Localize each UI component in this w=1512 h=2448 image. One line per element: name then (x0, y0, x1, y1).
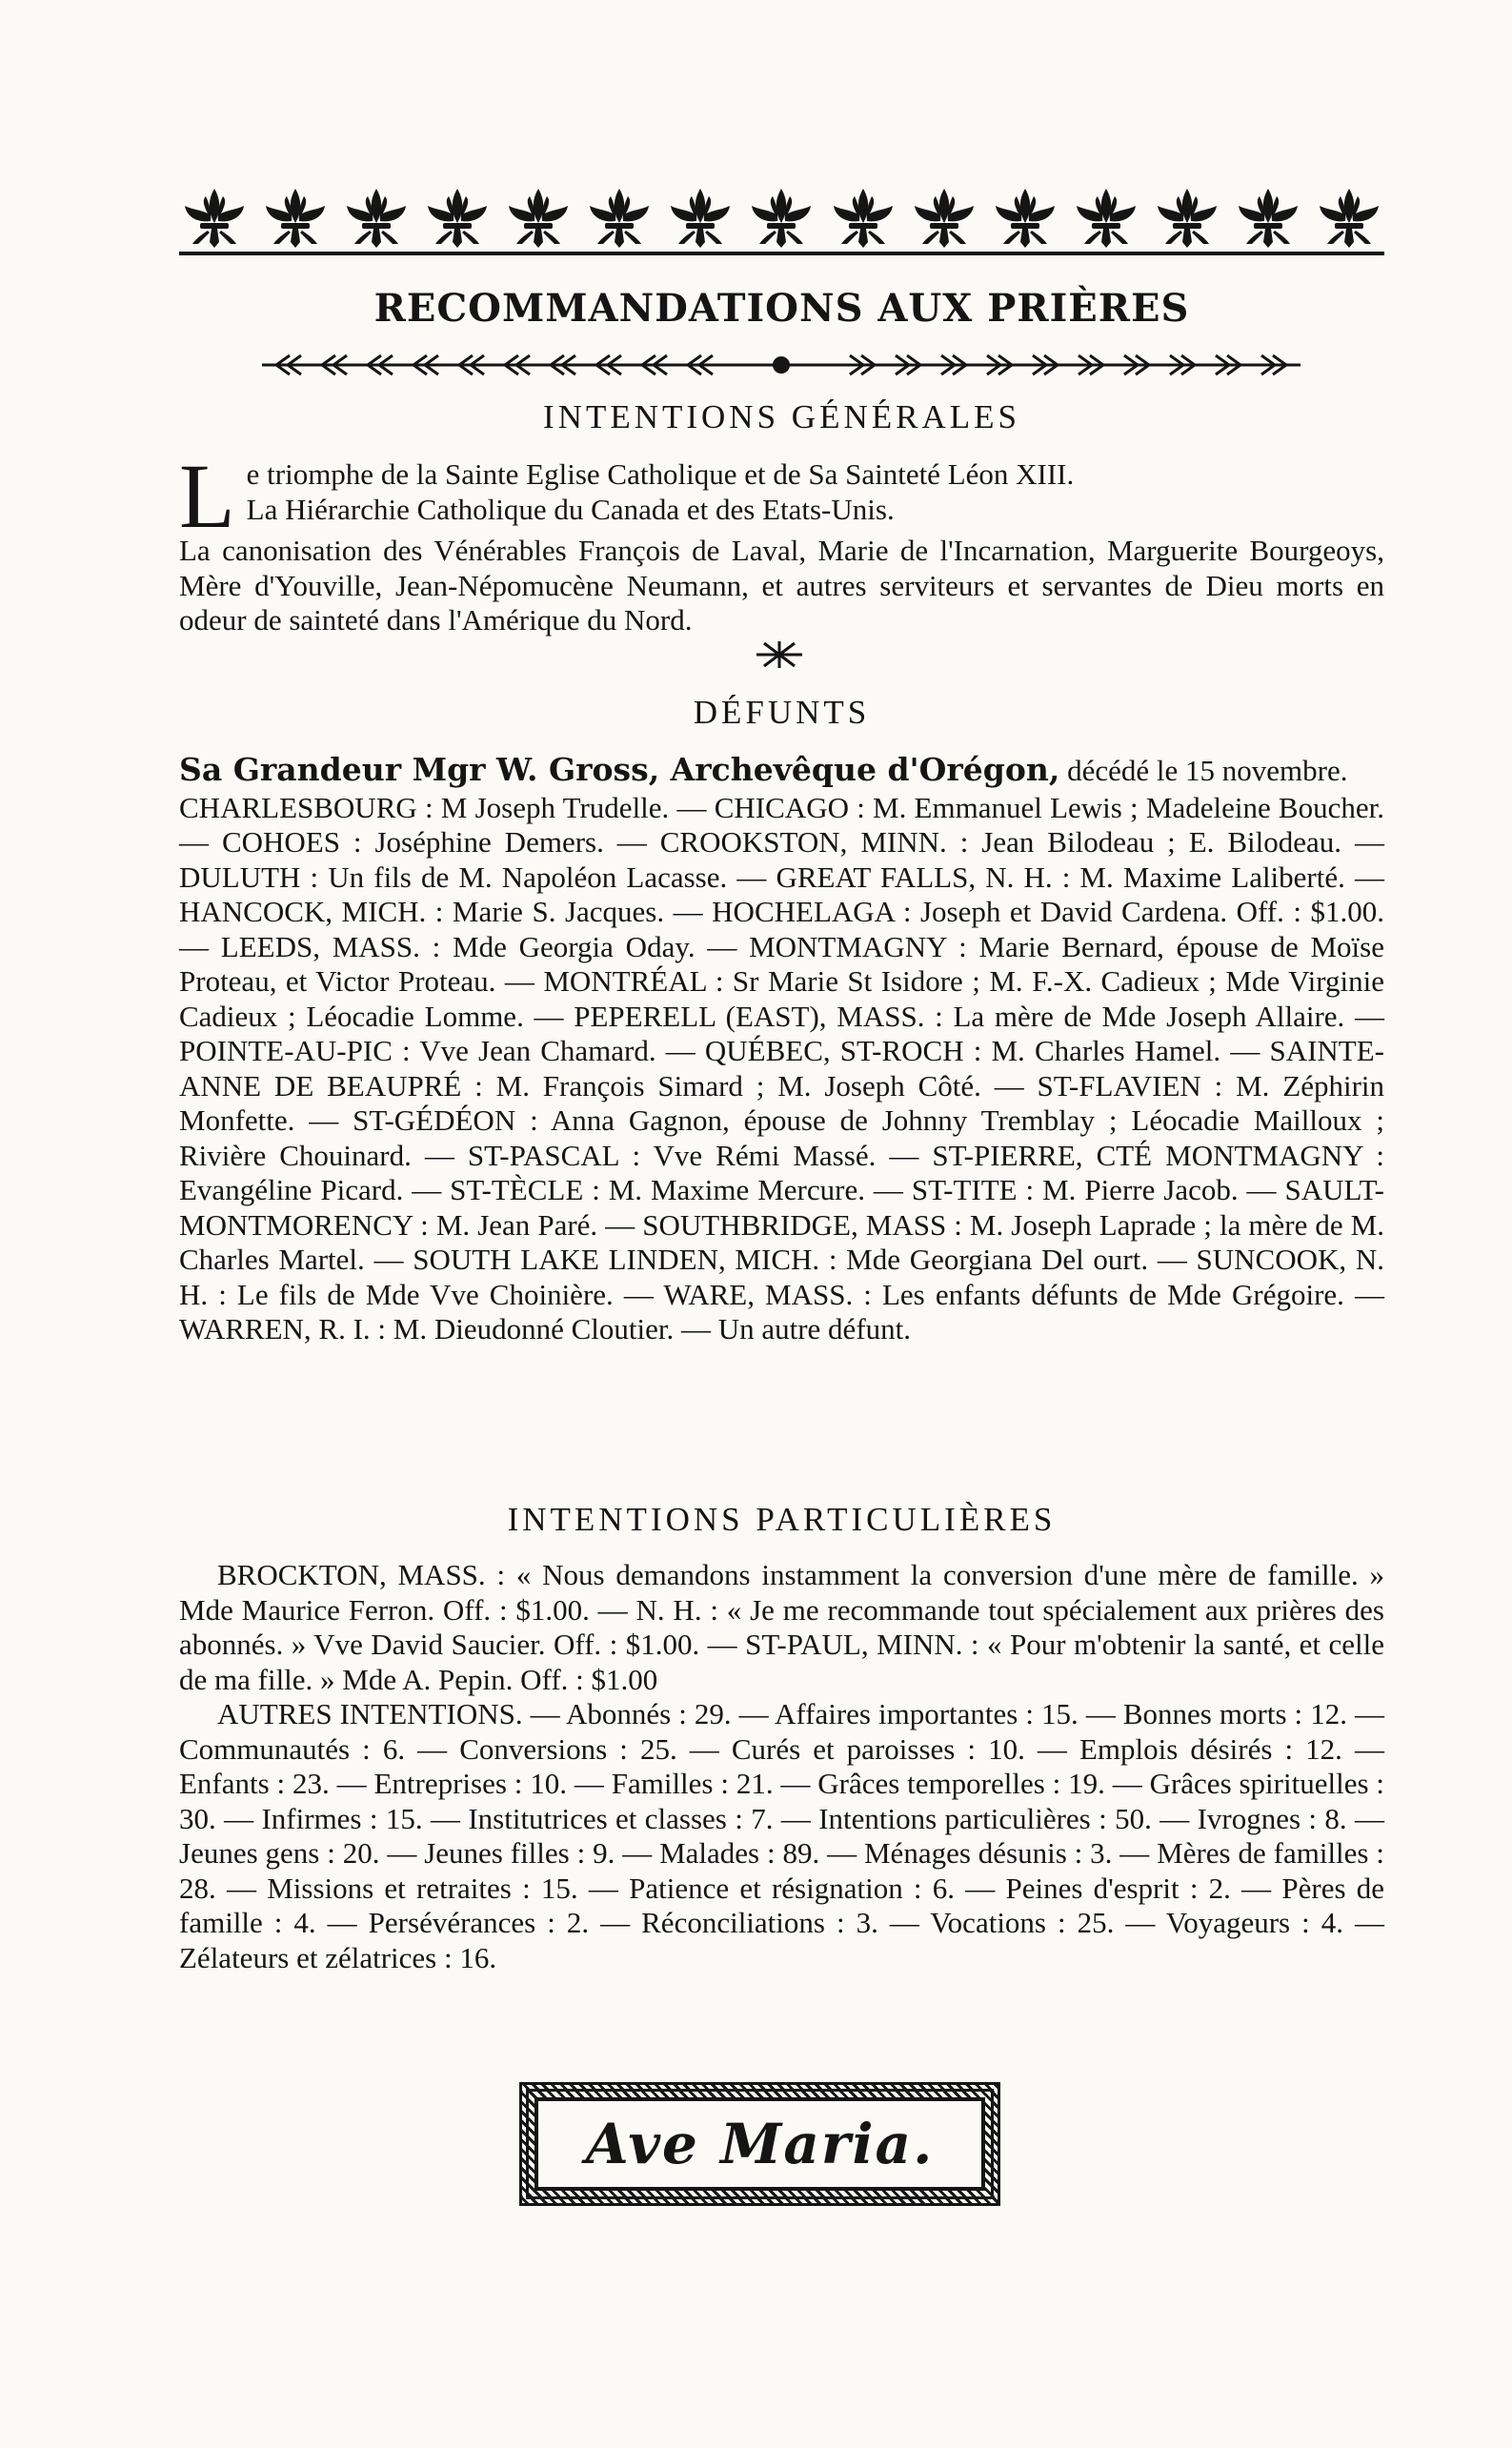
archbishop-date: décédé le 15 novembre. (1067, 754, 1348, 787)
fleur-de-lis-icon (909, 185, 979, 250)
intention-canonisation: La canonisation des Vénérables François de Laval, Marie de l'Incarnation, Marguerite Bourgeoys, Mère d'Youville, Jean-Népomucène Neumann, et autres serviteurs et servantes de Dieu morts en odeur de sainteté dans l'Amérique du Nord. (179, 534, 1384, 637)
archbishop-notice (179, 753, 1384, 789)
ave-maria-frame (534, 2097, 985, 2191)
fleur-de-lis-icon (341, 185, 412, 250)
fleur-de-lis-icon (990, 185, 1060, 250)
fleur-de-lis-icon (422, 185, 493, 250)
intention-pope: e triomphe de la Sainte Eglise Catholique et de Sa Sainteté Léon XIII. (246, 457, 1075, 491)
deceased-heading: DÉFUNTS (693, 694, 871, 731)
fleur-de-lis-icon (828, 185, 898, 250)
fleur-de-lis-icon (665, 185, 736, 250)
section-ornament (751, 638, 808, 671)
general-intentions-body (179, 445, 1384, 638)
fleur-de-lis-icon (1233, 185, 1303, 250)
drop-cap: L (179, 445, 235, 547)
ave-maria-text: Ave Maria. (585, 2112, 935, 2176)
archbishop-name: Sa Grandeur Mgr W. Gross, Archevêque d'Orégon, (179, 751, 1060, 788)
particular-intentions-body (179, 1558, 1384, 1975)
particular-intentions-heading: INTENTIONS PARTICULIÈRES (507, 1501, 1057, 1538)
ave-maria-ornament (519, 2082, 1000, 2206)
general-intentions-heading: INTENTIONS GÉNÉRALES (543, 398, 1020, 435)
ornamental-arrow-rule (257, 351, 1305, 379)
fleur-de-lis-icon (584, 185, 655, 250)
deceased-body (179, 753, 1384, 1347)
other-intentions: AUTRES INTENTIONS. — Abonnés : 29. — Affaires importantes : 15. — Bonnes morts : 12. — Communautés : 6. — Conversions : 25. — Curés et paroisses : 10. — Emplois désirés : 12. — Enfants : 23. — Entreprises : 10. — Familles : 21. — Grâces temporelles : 19. — Grâces spirituelles : 30. — Infirmes : 15. — Institutrices et classes : 7. — Intentions particulières : 50. — Ivrognes : 8. — Jeunes gens : 20. — Jeunes filles : 9. — Malades : 89. — Ménages désunis : 3. — Mères de familles : 28. — Missions et retraites : 15. — Patience et résignation : 6. — Peines d'esprit : 2. — Pères de famille : 4. — Persévérances : 2. — Réconciliations : 3. — Vocations : 25. — Voyageurs : 4. — Zélateurs et zélatrices : 16. (179, 1697, 1384, 1974)
fleur-de-lis-icon (179, 185, 250, 250)
fleur-de-lis-icon (1314, 185, 1384, 250)
deceased-list: CHARLESBOURG : M Joseph Trudelle. — CHICAGO : M. Emmanuel Lewis ; Madeleine Boucher. — COHOES : Joséphine Demers. — CROOKSTON, MINN. : Jean Bilodeau ; E. Bilodeau. — DULUTH : Un fils de M. Napoléon Lacasse. — GREAT FALLS, N. H. : M. Maxime Laliberté. — HANCOCK, MICH. : Marie S. Jacques. — HOCHELAGA : Joseph et David Cardena. Off. : $1.00. — LEEDS, MASS. : Mde Georgia Oday. — MONTMAGNY : Marie Bernard, épouse de Moïse Proteau, et Victor Proteau. — MONTRÉAL : Sr Marie St Isidore ; M. F.-X. Cadieux ; Mde Virginie Cadieux ; Léocadie Lomme. — PEPERELL (EAST), MASS. : La mère de Mde Joseph Allaire. — POINTE-AU-PIC : Vve Jean Chamard. — QUÉBEC, ST-ROCH : M. Charles Hamel. — SAINTE-ANNE DE BEAUPRÉ : M. François Simard ; M. Joseph Côté. — ST-FLAVIEN : M. Zéphirin Monfette. — ST-GÉDÉON : Anna Gagnon, épouse de Johnny Tremblay ; Léocadie Mailloux ; Rivière Chouinard. — ST-PASCAL : Vve Rémi Massé. — ST-PIERRE, CTÉ MONTMAGNY : Evangéline Picard. — ST-TÈCLE : M. Maxime Mercure. — ST-TITE : M. Pierre Jacob. — SAULT-MONTMORENCY : M. Jean Paré. — SOUTHBRIDGE, MASS : M. Joseph Laprade ; la mère de M. Charles Martel. — SOUTH LAKE LINDEN, MICH. : Mde Georgiana Del ourt. — SUNCOOK, N. H. : Le fils de Mde Vve Choinière. — WARE, MASS. : Les enfants défunts de Mde Grégoire. — WARREN, R. I. : M. Dieudonné Cloutier. — Un autre défunt. (179, 790, 1384, 1345)
intention-hierarchy: La Hiérarchie Catholique du Canada et des Etats-Unis. (246, 492, 895, 526)
fleur-de-lis-icon (503, 185, 574, 250)
fleur-de-lis-border (179, 183, 1384, 255)
fleur-de-lis-icon (1071, 185, 1141, 250)
particular-requests: BROCKTON, MASS. : « Nous demandons instamment la conversion d'une mère de famille. » Mde Maurice Ferron. Off. : $1.00. — N. H. : « Je me recommande tout spécialement aux prières des abonnés. » Vve David Saucier. Off. : $1.00. — ST-PAUL, MINN. : « Pour m'obtenir la santé, et celle de ma fille. » Mde A. Pepin. Off. : $1.00 (179, 1558, 1384, 1696)
fleur-de-lis-icon (260, 185, 331, 250)
fleur-de-lis-icon (746, 185, 816, 250)
fleur-de-lis-icon (1152, 185, 1222, 250)
page-title: RECOMMANDATIONS AUX PRIÈRES (373, 286, 1190, 331)
